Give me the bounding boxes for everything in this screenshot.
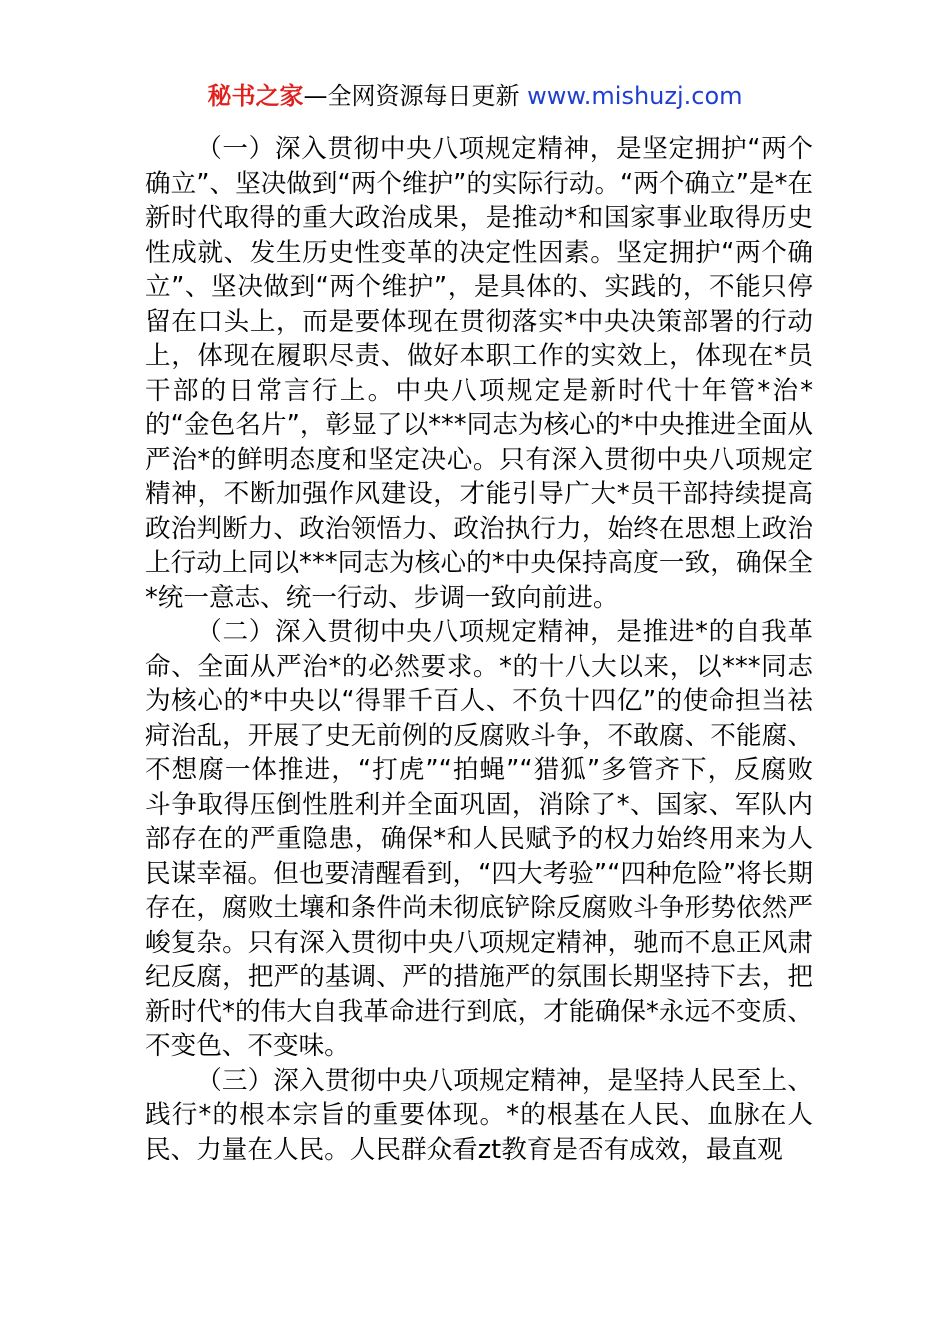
brand-name: 秘书之家: [207, 82, 304, 110]
site-url[interactable]: www.mishuzj.com: [519, 82, 743, 110]
site-header: [0, 80, 950, 112]
paragraph-1: （一）深入贯彻中央八项规定精神，是坚定拥护“两个确立”、坚决做到“两个维护”的实际行动。“两个确立”是*在新时代取得的重大政治成果，是推动*和国家事业取得历史性成就、发生历史性变革的决定性因素。坚定拥护“两个确立”、坚决做到“两个维护”，是具体的、实践的，不能只停留在口头上，而是要体现在贯彻落实*中央决策部署的行动上，体现在履职尽责、做好本职工作的实效上，体现在*员干部的日常言行上。中央八项规定是新时代十年管*治*的“金色名片”，彰显了以***同志为核心的*中央推进全面从严治*的鲜明态度和坚定决心。只有深入贯彻中央八项规定精神，不断加强作风建设，才能引导广大*员干部持续提高政治判断力、政治领悟力、政治执行力，始终在思想上政治上行动上同以***同志为核心的*中央保持高度一致，确保全*统一意志、统一行动、步调一致向前进。: [145, 134, 813, 613]
paragraph-3: （三）深入贯彻中央八项规定精神，是坚持人民至上、践行*的根本宗旨的重要体现。*的根基在人民、血脉在人民、力量在人民。人民群众看zt教育是否有成效，最直观: [145, 1065, 813, 1165]
document-body: [145, 132, 813, 1167]
paragraph-2: （二）深入贯彻中央八项规定精神，是推进*的自我革命、全面从严治*的必然要求。*的十八大以来，以***同志为核心的*中央以“得罪千百人、不负十四亿”的使命担当祛疴治乱，开展了史无前例的反腐败斗争，不敢腐、不能腐、不想腐一体推进，“打虎”“拍蝇”“猎狐”多管齐下，反腐败斗争取得压倒性胜利并全面巩固，消除了*、国家、军队内部存在的严重隐患，确保*和人民赋予的权力始终用来为人民谋幸福。但也要清醒看到，“四大考验”“四种危险”将长期存在，腐败土壤和条件尚未彻底铲除反腐败斗争形势依然严峻复杂。只有深入贯彻中央八项规定精神，驰而不息正风肃纪反腐，把严的基调、严的措施严的氛围长期坚持下去，把新时代*的伟大自我革命进行到底，才能确保*永远不变质、不变色、不变味。: [145, 617, 813, 1061]
header-tagline: —全网资源每日更新: [303, 82, 520, 110]
